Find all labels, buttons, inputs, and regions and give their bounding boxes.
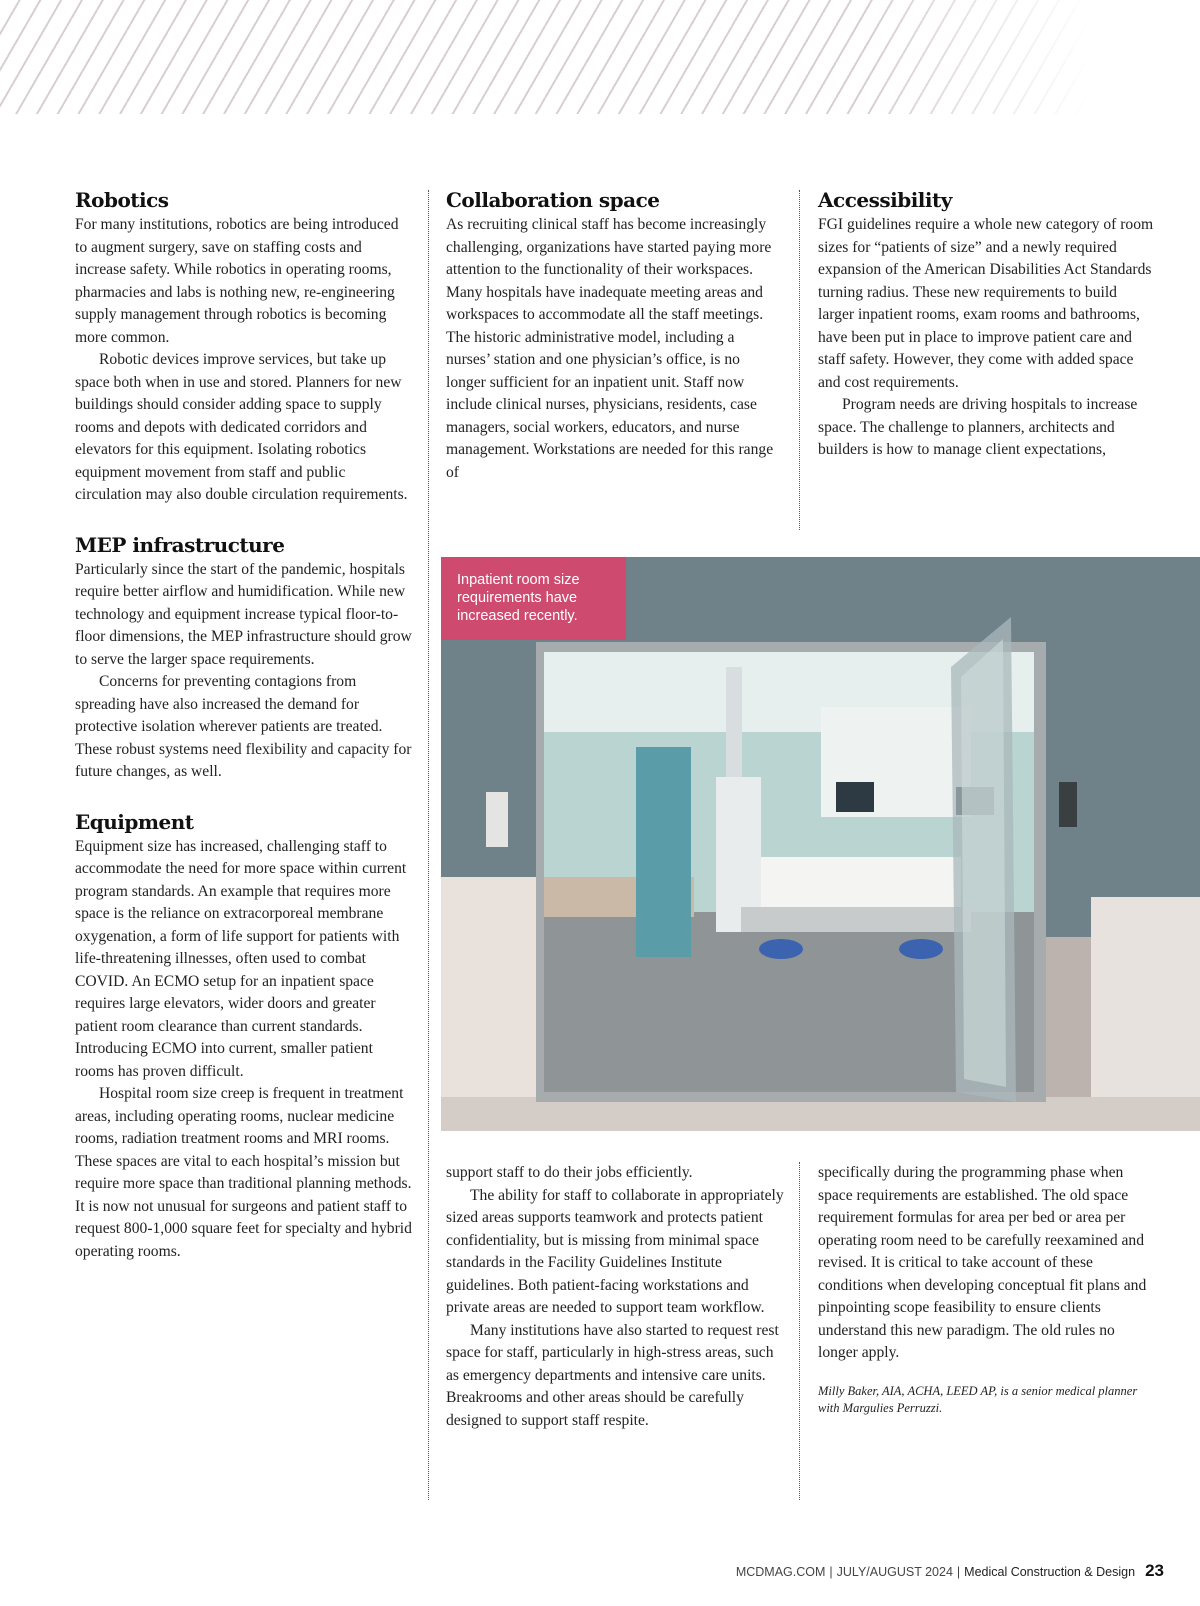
section-heading-robotics: Robotics bbox=[75, 188, 169, 212]
column-middle-bottom bbox=[446, 1162, 784, 1432]
section-heading-equipment: Equipment bbox=[75, 809, 194, 834]
collaboration-paragraph-3: The ability for staff to collaborate in appropriately sized areas supports teamwork and protects patient confidentiality, but is missing from minimal space standards in the Facility Guidelines Institute guidelines. Both patient-facing workstations and private areas are needed to support team workflow. bbox=[446, 1186, 784, 1316]
column-left bbox=[75, 188, 413, 1263]
author-byline: Milly Baker, AIA, ACHA, LEED AP, is a senior medical planner with Margulies Perruzzi. bbox=[818, 1383, 1138, 1415]
column-divider-1 bbox=[428, 190, 429, 1500]
page-number: 23 bbox=[1145, 1561, 1164, 1580]
accessibility-paragraph-2: Program needs are driving hospitals to increase space. The challenge to planners, architects and builders is how to manage client expectations, bbox=[818, 396, 1138, 458]
collaboration-paragraph-2: support staff to do their jobs efficiently. bbox=[446, 1164, 693, 1181]
collaboration-paragraph-1: As recruiting clinical staff has become increasingly challenging, organizations have started paying more attention to the functionality of their workspaces. Many hospitals have inadequate meeting areas and workspaces to accommodate all the staff meetings. The historic administrative model, including a nurses’ station and one physician’s office, is no longer sufficient for an inpatient unit. Staff now include clinical nurses, physicians, residents, case managers, social workers, educators, and nurse management. Workstations are needed for this range of bbox=[446, 216, 774, 481]
footer-separator: | bbox=[956, 1565, 961, 1579]
hospital-room-photo bbox=[441, 557, 1200, 1131]
collaboration-paragraph-4: Many institutions have also started to request rest space for staff, particularly in high-stress areas, such as emergency departments and intensive care units. Breakrooms and other areas should be carefully designed to support staff respite. bbox=[446, 1321, 779, 1429]
accessibility-paragraph-3: specifically during the programming phase when space requirements are established. The old space requirement formulas for area per bed or area per operating room need to be carefully reexamined and revised. It is critical to take account of these conditions when developing conceptual fit plans and pinpointing scope feasibility to ensure clients understand this new paradigm. The old rules no longer apply. bbox=[818, 1164, 1147, 1361]
footer-issue: JULY/AUGUST 2024 bbox=[836, 1565, 953, 1579]
column-divider-2-top bbox=[799, 190, 800, 530]
section-heading-mep: MEP infrastructure bbox=[75, 532, 285, 557]
decorative-stripe-header bbox=[0, 0, 1090, 114]
photo-caption: Inpatient room size requirements have increased recently. bbox=[441, 557, 626, 640]
section-heading-collaboration: Collaboration space bbox=[446, 188, 660, 212]
equipment-paragraph-1: Equipment size has increased, challenging staff to accommodate the need for more space within current program standards. An example that requires more space is the reliance on extracorporeal membrane oxygenation, a form of life support for patients with life-threatening illnesses, often used to combat COVID. An ECMO setup for an inpatient space requires large elevators, wider doors and greater patient room clearance than current standards. Introducing ECMO into current, smaller patient rooms has proven difficult. bbox=[75, 837, 407, 1080]
column-right-top bbox=[818, 188, 1154, 462]
page-footer bbox=[736, 1561, 1164, 1581]
footer-site: MCDMAG.COM bbox=[735, 1565, 826, 1579]
footer-separator: | bbox=[829, 1565, 833, 1579]
accessibility-paragraph-1: FGI guidelines require a whole new category of room sizes for “patients of size” and a newly required expansion of the American Disabilities Act Standards turning radius. These new requirements to build larger inpatient rooms, exam rooms and bathrooms, have been put in place to improve patient care and staff safety. However, they come with added space and cost requirements. bbox=[818, 216, 1154, 391]
mep-paragraph-1: Particularly since the start of the pandemic, hospitals require better airflow and humidification. While new technology and equipment increase typical floor-to-floor dimensions, the MEP infrastructure should grow to serve the larger space requirements. bbox=[75, 560, 412, 668]
hospital-room-illustration bbox=[441, 557, 1200, 1131]
section-heading-accessibility: Accessibility bbox=[818, 188, 952, 212]
column-right-bottom bbox=[818, 1162, 1154, 1417]
column-middle-top bbox=[446, 188, 780, 484]
mep-paragraph-2: Concerns for preventing contagions from spreading have also increased the demand for protective isolation wherever patients are treated. These robust systems need flexibility and capacity for future changes, as well. bbox=[75, 673, 412, 780]
robotics-paragraph-2: Robotic devices improve services, but take up space both when in use and stored. Planners for new buildings should consider adding space to supply rooms and depots with dedicated corridors and elevators for this equipment. Isolating robotics equipment movement from staff and public circulation may also double circulation requirements. bbox=[75, 351, 408, 503]
robotics-paragraph-1: For many institutions, robotics are being introduced to augment surgery, save on staffing costs and increase safety. While robotics in operating rooms, pharmacies and labs is nothing new, re-engineering supply management through robotics is becoming more common. bbox=[75, 216, 399, 346]
column-divider-2-bottom bbox=[799, 1162, 800, 1500]
footer-publication: Medical Construction & Design bbox=[964, 1565, 1136, 1579]
equipment-paragraph-2: Hospital room size creep is frequent in treatment areas, including operating rooms, nuclear medicine rooms, radiation treatment rooms and MRI rooms. These spaces are vital to each hospital’s mission but require more space than traditional planning methods. It is now not unusual for surgeons and patient staff to request 800-1,000 square feet for specialty and hybrid operating rooms. bbox=[75, 1085, 412, 1260]
